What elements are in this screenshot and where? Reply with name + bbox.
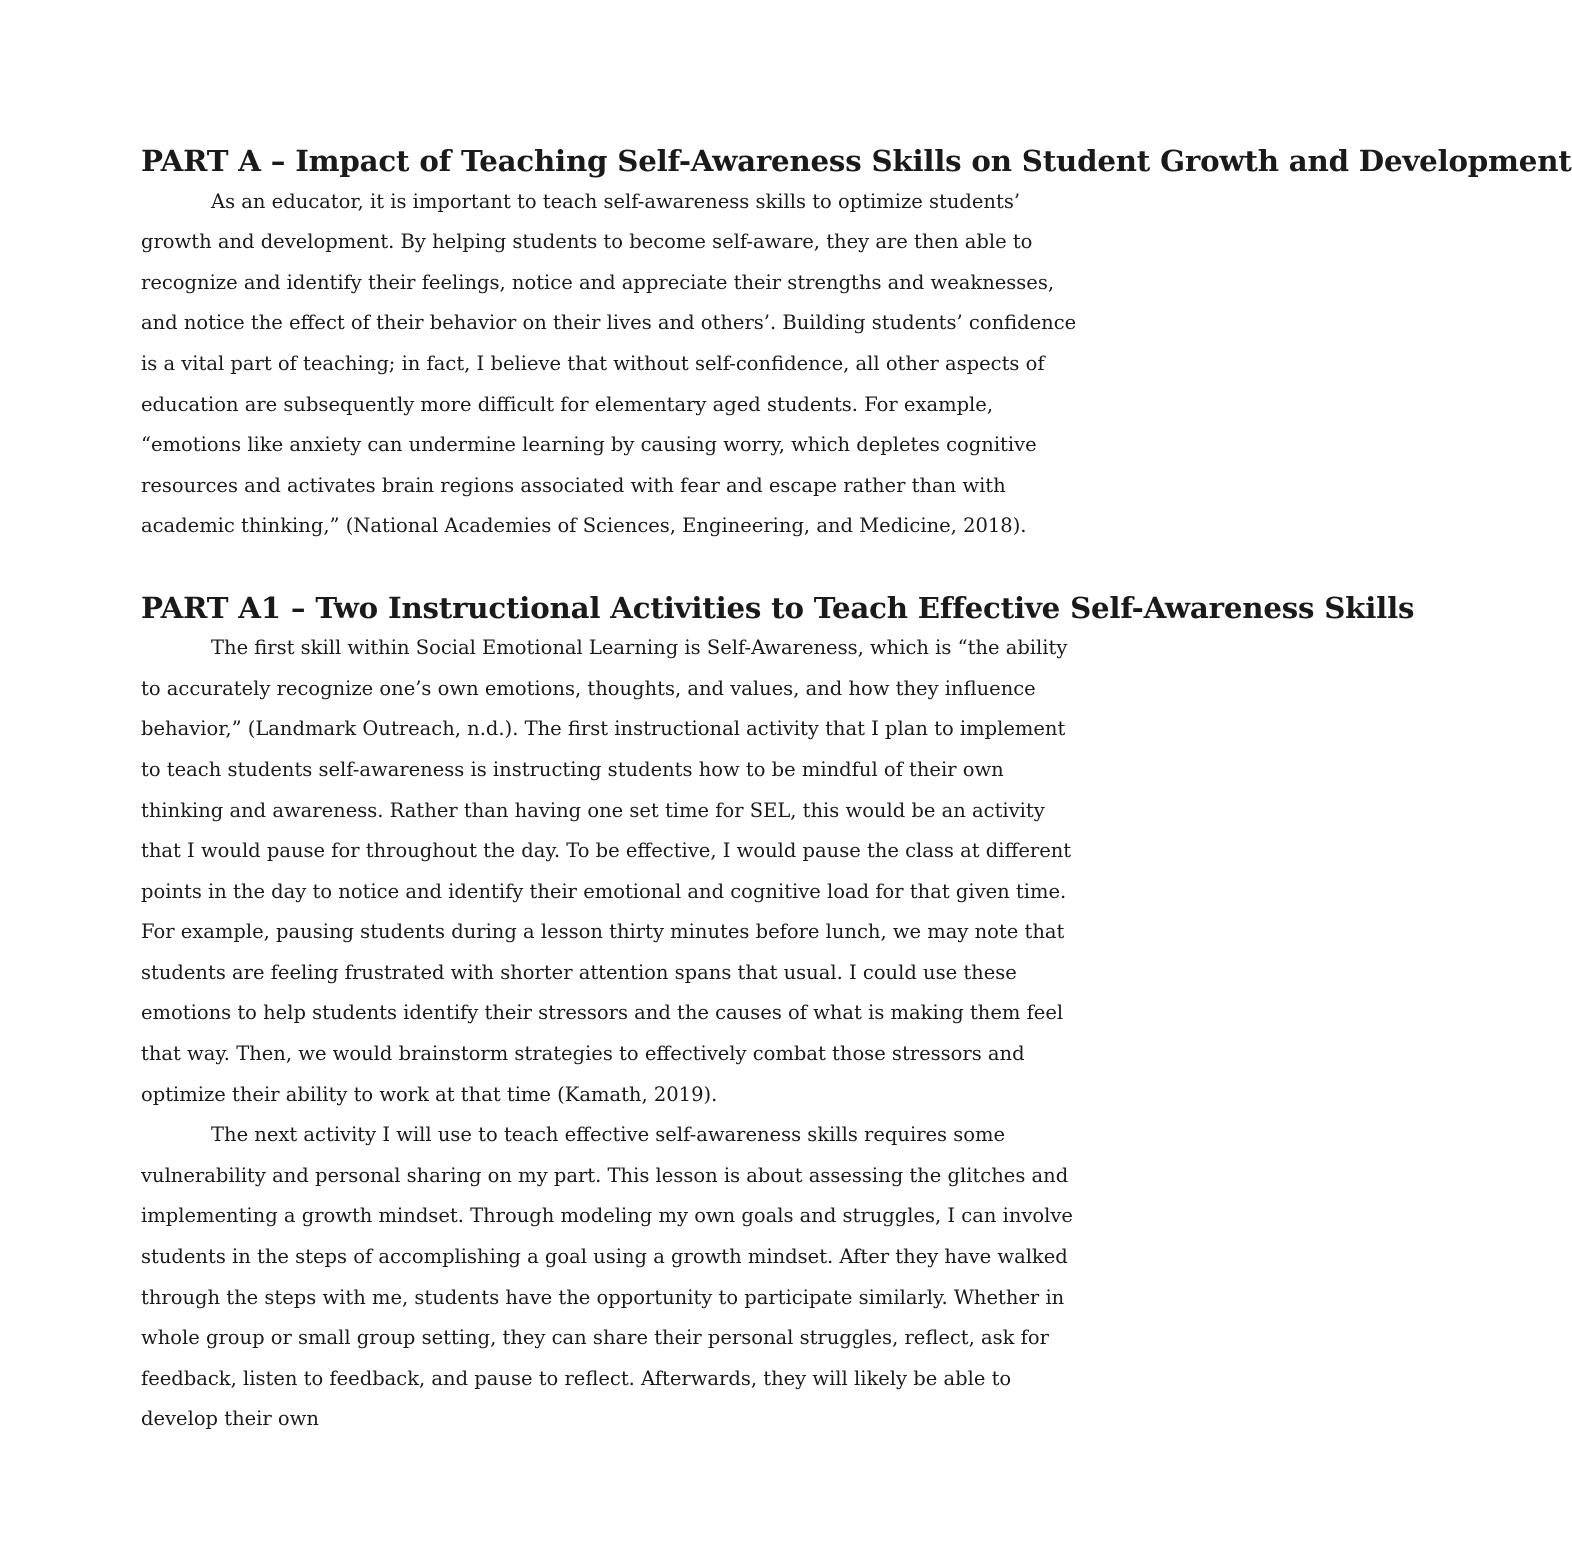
paragraph: The first skill within Social Emotional Learning is Self-Awareness, which is “the ability to accurately recognize one’s own emotions, thoughts, and values, and how they influence behavior,” (Landmark Outreach, n.d.). The first instructional activity that I plan to implement to teach students self-awareness is instructing students how to be mindful of their own thinking and awareness. Rather than having one set time for SEL, this would be an activity that I would pause for throughout the day. To be effective, I would pause the class at different points in the day to notice and identify their emotional and cognitive load for that given time. For example, pausing students during a lesson thirty minutes before lunch, we may note that students are feeling frustrated with shorter attention spans that usual. I could use these emotions to help students identify their stressors and the causes of what is making them feel that way. Then, we would brainstorm strategies to effectively combat those stressors and optimize their ability to work at that time (Kamath, 2019).: [141, 636, 1072, 1106]
section-spacer: [141, 547, 1081, 588]
paragraph: The next activity I will use to teach effective self-awareness skills requires some vulnerability and personal sharing on my part. This lesson is about assessing the glitches and implementing a growth mindset. Through modeling my own goals and struggles, I can involve students in the steps of accomplishing a goal using a growth mindset. After they have walked through the steps with me, students have the opportunity to participate similarly. Whether in whole group or small group setting, they can share their personal struggles, reflect, ask for feedback, listen to feedback, and pause to reflect. Afterwards, they will likely be able to develop their own: [141, 1123, 1073, 1431]
paragraph: As an educator, it is important to teach self-awareness skills to optimize students’ growth and development. By helping students to become self-aware, they are then able to recognize and identify their feelings, notice and appreciate their strengths and weaknesses, and notice the effect of their behavior on their lives and others’. Building students’ confidence is a vital part of teaching; in fact, I believe that without self-confidence, all other aspects of education are subsequently more difficult for elementary aged students. For example, “emotions like anxiety can undermine learning by causing worry, which depletes cognitive resources and activates brain regions associated with fear and escape rather than with academic thinking,” (National Academies of Sciences, Engineering, and Medicine, 2018).: [141, 189, 1077, 538]
document-page: [141, 141, 1572, 1440]
section-heading-part-a: PART A – Impact of Teaching Self-Awareness Skills on Student Growth and Development: [141, 144, 1572, 178]
section-heading-part-a1: PART A1 – Two Instructional Activities to Teach Effective Self-Awareness Skills: [141, 590, 1415, 625]
